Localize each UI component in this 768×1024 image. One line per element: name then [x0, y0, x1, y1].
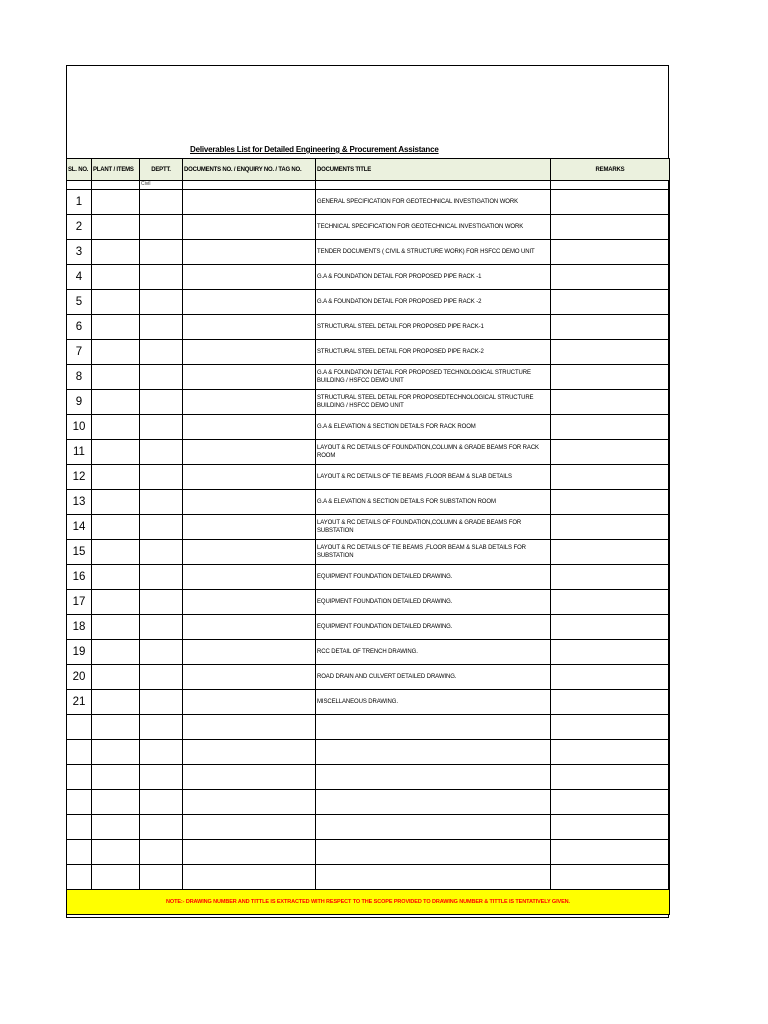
remarks-cell [551, 440, 670, 465]
sl-no-cell: 5 [67, 290, 92, 315]
header-plant-items: PLANT / ITEMS [92, 159, 140, 181]
plant-items-cell [92, 515, 140, 540]
deptt-cell [140, 315, 183, 340]
empty-cell [67, 865, 92, 890]
plant-items-cell [92, 315, 140, 340]
cell [551, 181, 670, 190]
empty-cell [92, 765, 140, 790]
deptt-cell [140, 665, 183, 690]
table-row [67, 615, 670, 640]
empty-cell [67, 840, 92, 865]
sl-no-cell: 21 [67, 690, 92, 715]
document-no-cell [183, 590, 316, 615]
plant-items-cell [92, 465, 140, 490]
plant-items-cell [92, 415, 140, 440]
table-row [67, 340, 670, 365]
header-documents-title: DOCUMENTS TITLE [316, 159, 551, 181]
empty-cell [67, 815, 92, 840]
document-title-cell: TENDER DOCUMENTS ( CIVIL & STRUCTURE WORK) FOR HSFCC DEMO UNIT [316, 240, 551, 265]
document-no-cell [183, 640, 316, 665]
document-no-cell [183, 440, 316, 465]
empty-cell [92, 790, 140, 815]
document-title-cell: LAYOUT & RC DETAILS OF TIE BEAMS ,FLOOR BEAM & SLAB DETAILS [316, 465, 551, 490]
empty-cell [316, 865, 551, 890]
document-title-cell: G.A & FOUNDATION DETAIL FOR PROPOSED TECHNOLOGICAL STRUCTURE BUILDING / HSFCC DEMO UNIT [316, 365, 551, 390]
empty-table-row [67, 815, 670, 840]
empty-table-row [67, 715, 670, 740]
empty-cell [67, 715, 92, 740]
sl-no-cell: 4 [67, 265, 92, 290]
table-row [67, 240, 670, 265]
deptt-cell [140, 590, 183, 615]
document-no-cell [183, 315, 316, 340]
empty-cell [183, 765, 316, 790]
deptt-cell [140, 190, 183, 215]
empty-cell [140, 865, 183, 890]
document-no-cell [183, 190, 316, 215]
document-title-cell: G.A & ELEVATION & SECTION DETAILS FOR SUBSTATION ROOM [316, 490, 551, 515]
deptt-cell [140, 240, 183, 265]
empty-cell [92, 740, 140, 765]
sl-no-cell: 13 [67, 490, 92, 515]
table-row [67, 490, 670, 515]
plant-items-cell [92, 215, 140, 240]
document-no-cell [183, 240, 316, 265]
empty-cell [551, 765, 670, 790]
empty-cell [316, 790, 551, 815]
plant-items-cell [92, 665, 140, 690]
sl-no-cell: 11 [67, 440, 92, 465]
sl-no-cell: 16 [67, 565, 92, 590]
empty-cell [140, 765, 183, 790]
plant-items-cell [92, 590, 140, 615]
empty-cell [140, 715, 183, 740]
deptt-cell [140, 265, 183, 290]
document-title-cell: G.A & ELEVATION & SECTION DETAILS FOR RACK ROOM [316, 415, 551, 440]
table-row [67, 440, 670, 465]
dept-subheader-row [67, 181, 670, 190]
document-title-cell: EQUIPMENT FOUNDATION DETAILED DRAWING. [316, 615, 551, 640]
empty-cell [183, 815, 316, 840]
table-row [67, 415, 670, 440]
deptt-cell [140, 465, 183, 490]
table-row [67, 290, 670, 315]
document-title-cell: EQUIPMENT FOUNDATION DETAILED DRAWING. [316, 590, 551, 615]
document-title-cell: STRUCTURAL STEEL DETAIL FOR PROPOSED PIPE RACK-1 [316, 315, 551, 340]
empty-cell [316, 740, 551, 765]
plant-items-cell [92, 690, 140, 715]
plant-items-cell [92, 240, 140, 265]
empty-cell [316, 815, 551, 840]
empty-cell [551, 740, 670, 765]
remarks-cell [551, 615, 670, 640]
sl-no-cell: 6 [67, 315, 92, 340]
note-text: NOTE:- DRAWING NUMBER AND TITTLE IS EXTRACTED WITH RESPECT TO THE SCOPE PROVIDED TO DRAWING NUMBER & TITTLE IS TENTATIVELY GIVEN. [67, 890, 670, 915]
note-row [67, 890, 670, 915]
document-title-cell: LAYOUT & RC DETAILS OF FOUNDATION,COLUMN & GRADE BEAMS FOR RACK ROOM [316, 440, 551, 465]
empty-cell [140, 740, 183, 765]
plant-items-cell [92, 340, 140, 365]
sl-no-cell: 12 [67, 465, 92, 490]
empty-table-row [67, 865, 670, 890]
plant-items-cell [92, 615, 140, 640]
remarks-cell [551, 315, 670, 340]
sl-no-cell: 2 [67, 215, 92, 240]
remarks-cell [551, 190, 670, 215]
empty-cell [140, 790, 183, 815]
cell [316, 181, 551, 190]
remarks-cell [551, 640, 670, 665]
empty-cell [551, 815, 670, 840]
empty-cell [183, 790, 316, 815]
plant-items-cell [92, 190, 140, 215]
deptt-cell [140, 390, 183, 415]
sl-no-cell: 1 [67, 190, 92, 215]
remarks-cell [551, 290, 670, 315]
empty-cell [551, 865, 670, 890]
document-no-cell [183, 265, 316, 290]
empty-cell [92, 715, 140, 740]
dept-cell [140, 181, 183, 190]
remarks-cell [551, 265, 670, 290]
remarks-cell [551, 690, 670, 715]
deptt-cell [140, 340, 183, 365]
deptt-cell [140, 365, 183, 390]
header-documents-no: DOCUMENTS NO. / ENQUIRY NO. / TAG NO. [183, 159, 316, 181]
deptt-cell [140, 290, 183, 315]
table-row [67, 465, 670, 490]
sl-no-cell: 18 [67, 615, 92, 640]
document-no-cell [183, 615, 316, 640]
deptt-cell [140, 440, 183, 465]
table-row [67, 365, 670, 390]
deptt-cell [140, 640, 183, 665]
empty-cell [551, 715, 670, 740]
plant-items-cell [92, 565, 140, 590]
table-row [67, 390, 670, 415]
empty-cell [183, 715, 316, 740]
empty-cell [140, 840, 183, 865]
document-no-cell [183, 665, 316, 690]
document-no-cell [183, 565, 316, 590]
empty-cell [67, 740, 92, 765]
empty-cell [183, 865, 316, 890]
plant-items-cell [92, 440, 140, 465]
table-row [67, 265, 670, 290]
empty-cell [92, 865, 140, 890]
empty-cell [316, 840, 551, 865]
empty-table-row [67, 740, 670, 765]
empty-cell [140, 815, 183, 840]
document-title-cell: STRUCTURAL STEEL DETAIL FOR PROPOSED PIPE RACK-2 [316, 340, 551, 365]
deptt-cell [140, 215, 183, 240]
document-no-cell [183, 690, 316, 715]
remarks-cell [551, 490, 670, 515]
table-row [67, 515, 670, 540]
document-no-cell [183, 490, 316, 515]
document-title-cell: EQUIPMENT FOUNDATION DETAILED DRAWING. [316, 565, 551, 590]
empty-cell [551, 790, 670, 815]
table-row [67, 690, 670, 715]
cell [67, 181, 92, 190]
table-row [67, 190, 670, 215]
dept-value: Civil [141, 181, 151, 187]
document-no-cell [183, 215, 316, 240]
remarks-cell [551, 590, 670, 615]
table-row [67, 215, 670, 240]
empty-cell [316, 765, 551, 790]
cell [92, 181, 140, 190]
document-no-cell [183, 515, 316, 540]
remarks-cell [551, 540, 670, 565]
remarks-cell [551, 365, 670, 390]
document-no-cell [183, 465, 316, 490]
document-no-cell [183, 365, 316, 390]
sl-no-cell: 8 [67, 365, 92, 390]
document-no-cell [183, 540, 316, 565]
sl-no-cell: 17 [67, 590, 92, 615]
document-no-cell [183, 290, 316, 315]
empty-cell [67, 765, 92, 790]
table-row [67, 665, 670, 690]
header-sl-no: SL. NO. [67, 159, 92, 181]
empty-cell [67, 790, 92, 815]
empty-cell [183, 840, 316, 865]
plant-items-cell [92, 265, 140, 290]
sl-no-cell: 7 [67, 340, 92, 365]
document-title-cell: MISCELLANEOUS DRAWING. [316, 690, 551, 715]
remarks-cell [551, 415, 670, 440]
document-title-cell: G.A & FOUNDATION DETAIL FOR PROPOSED PIPE RACK -1 [316, 265, 551, 290]
plant-items-cell [92, 365, 140, 390]
sl-no-cell: 9 [67, 390, 92, 415]
sl-no-cell: 14 [67, 515, 92, 540]
deptt-cell [140, 615, 183, 640]
empty-cell [92, 840, 140, 865]
document-title-cell: G.A & FOUNDATION DETAIL FOR PROPOSED PIPE RACK -2 [316, 290, 551, 315]
table-row [67, 640, 670, 665]
document-title-cell: RCC DETAIL OF TRENCH DRAWING. [316, 640, 551, 665]
table-row [67, 315, 670, 340]
document-title-cell: GENERAL SPECIFICATION FOR GEOTECHNICAL INVESTIGATION WORK [316, 190, 551, 215]
plant-items-cell [92, 490, 140, 515]
sl-no-cell: 15 [67, 540, 92, 565]
cell [183, 181, 316, 190]
empty-cell [551, 840, 670, 865]
remarks-cell [551, 515, 670, 540]
header-remarks: REMARKS [551, 159, 670, 181]
plant-items-cell [92, 390, 140, 415]
table-row [67, 590, 670, 615]
deptt-cell [140, 540, 183, 565]
document-no-cell [183, 390, 316, 415]
document-no-cell [183, 340, 316, 365]
table-row [67, 565, 670, 590]
empty-table-row [67, 765, 670, 790]
document-title-cell: TECHNICAL SPECIFICATION FOR GEOTECHNICAL INVESTIGATION WORK [316, 215, 551, 240]
deptt-cell [140, 515, 183, 540]
remarks-cell [551, 340, 670, 365]
remarks-cell [551, 465, 670, 490]
empty-table-row [67, 790, 670, 815]
remarks-cell [551, 665, 670, 690]
document-title-cell: STRUCTURAL STEEL DETAIL FOR PROPOSEDTECHNOLOGICAL STRUCTURE BUILDING / HSFCC DEMO UNIT [316, 390, 551, 415]
deliverables-table [66, 158, 670, 915]
table-body [67, 190, 670, 890]
document-title-cell: LAYOUT & RC DETAILS OF TIE BEAMS ,FLOOR BEAM & SLAB DETAILS FOR SUBSTATION [316, 540, 551, 565]
sl-no-cell: 10 [67, 415, 92, 440]
deptt-cell [140, 490, 183, 515]
empty-table-row [67, 840, 670, 865]
empty-cell [92, 815, 140, 840]
document-title: Deliverables List for Detailed Engineering & Procurement Assistance [190, 145, 439, 154]
plant-items-cell [92, 290, 140, 315]
remarks-cell [551, 215, 670, 240]
document-title-cell: ROAD DRAIN AND CULVERT DETAILED DRAWING. [316, 665, 551, 690]
document-no-cell [183, 415, 316, 440]
deptt-cell [140, 565, 183, 590]
sl-no-cell: 19 [67, 640, 92, 665]
remarks-cell [551, 390, 670, 415]
plant-items-cell [92, 640, 140, 665]
table-header-row [67, 159, 670, 181]
plant-items-cell [92, 540, 140, 565]
remarks-cell [551, 240, 670, 265]
remarks-cell [551, 565, 670, 590]
document-title-cell: LAYOUT & RC DETAILS OF FOUNDATION,COLUMN & GRADE BEAMS FOR SUBSTATION [316, 515, 551, 540]
sl-no-cell: 20 [67, 665, 92, 690]
sl-no-cell: 3 [67, 240, 92, 265]
empty-cell [183, 740, 316, 765]
header-deptt: DEPTT. [140, 159, 183, 181]
table-row [67, 540, 670, 565]
empty-cell [316, 715, 551, 740]
deptt-cell [140, 415, 183, 440]
deptt-cell [140, 690, 183, 715]
